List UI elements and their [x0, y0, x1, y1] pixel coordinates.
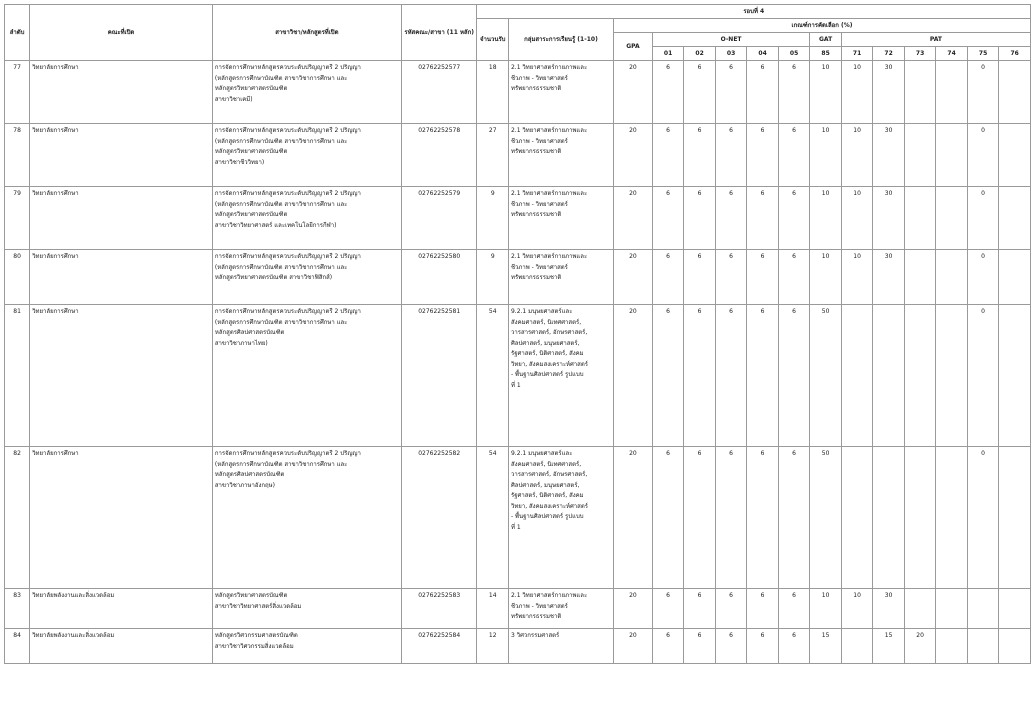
score-cell: 6 [652, 305, 684, 447]
score-cell: 6 [778, 447, 810, 589]
score-cell: 20 [613, 250, 652, 305]
subcol-header: 74 [936, 47, 968, 61]
score-cell [999, 124, 1031, 187]
score-cell: 6 [684, 447, 716, 589]
table-row [5, 61, 1031, 124]
score-cell: 6 [747, 61, 779, 124]
score-cell: 6 [778, 629, 810, 664]
score-cell: 6 [652, 61, 684, 124]
score-cell: 10 [810, 124, 842, 187]
score-cell [904, 589, 936, 629]
subcol-header: 76 [999, 47, 1031, 61]
faculty-cell: วิทยาลัยการศึกษา [30, 447, 213, 589]
score-cell [936, 589, 968, 629]
subcol-header: 71 [841, 47, 873, 61]
score-cell: 6 [778, 589, 810, 629]
score-cell [999, 305, 1031, 447]
score-cell: 6 [715, 447, 747, 589]
score-cell: 0 [967, 124, 999, 187]
program-cell: การจัดการศึกษาหลักสูตรควบระดับปริญญาตรี 2 ปริญญา (หลักสูตรการศึกษาบัณฑิต สาขาวิชาการศึกษา และ หลักสูตรวิทยาศาสตรบัณฑิต สาขาวิชาวิทยาศาสตร์ และเทคโนโลยีการกีฬา) [212, 187, 401, 250]
score-cell: 6 [684, 250, 716, 305]
score-cell [999, 250, 1031, 305]
program-cell: หลักสูตรวิศวกรรมศาสตรบัณฑิต สาขาวิชาวิศวกรรมสิ่งแวดล้อม [212, 629, 401, 664]
score-cell: 6 [747, 447, 779, 589]
row-index: 83 [5, 589, 30, 629]
col-header-faculty: คณะที่เปิด [30, 5, 213, 61]
faculty-cell: วิทยาลัยพลังงานและสิ่งแวดล้อม [30, 629, 213, 664]
code-cell: 02762252584 [401, 629, 477, 664]
score-cell [967, 629, 999, 664]
score-cell: 6 [684, 629, 716, 664]
group-cell: 9.2.1 มนุษยศาสตร์และ สังคมศาสตร์, นิเทศศาสตร์, วารสารศาสตร์, อักษรศาสตร์, ศิลปศาสตร์, มนุษยศาสตร์, รัฐศาสตร์, นิติศาสตร์, สังคม วิทยา, สังคมสงเคราะห์ศาสตร์ - พื้นฐานศิลปศาสตร์ รูปแบบ ที่ 1 [508, 305, 613, 447]
row-index: 81 [5, 305, 30, 447]
subcol-header: 75 [967, 47, 999, 61]
score-cell [999, 187, 1031, 250]
program-cell: การจัดการศึกษาหลักสูตรควบระดับปริญญาตรี 2 ปริญญา (หลักสูตรการศึกษาบัณฑิต สาขาวิชาการศึกษา และ หลักสูตรศิลปศาสตรบัณฑิต สาขาวิชาภาษาไทย) [212, 305, 401, 447]
code-cell: 02762252580 [401, 250, 477, 305]
score-cell: 6 [715, 629, 747, 664]
col-header-seats: จำนวนรับ [477, 19, 509, 61]
seats-cell: 9 [477, 187, 509, 250]
col-header-onet: O-NET [652, 33, 810, 47]
score-cell: 6 [652, 124, 684, 187]
score-cell [936, 124, 968, 187]
score-cell: 20 [613, 589, 652, 629]
subcol-header: 85 [810, 47, 842, 61]
faculty-cell: วิทยาลัยการศึกษา [30, 305, 213, 447]
subcol-header: 02 [684, 47, 716, 61]
col-header-gat: GAT [810, 33, 842, 47]
faculty-cell: วิทยาลัยการศึกษา [30, 61, 213, 124]
score-cell: 6 [684, 187, 716, 250]
code-cell: 02762252581 [401, 305, 477, 447]
seats-cell: 9 [477, 250, 509, 305]
group-cell: 2.1 วิทยาศาสตร์กายภาพและ ชีวภาพ - วิทยาศาสตร์ ทรัพยากรธรรมชาติ [508, 124, 613, 187]
score-cell: 10 [810, 187, 842, 250]
score-cell: 10 [810, 250, 842, 305]
faculty-cell: วิทยาลัยการศึกษา [30, 187, 213, 250]
score-cell: 6 [747, 124, 779, 187]
subcol-header: 04 [747, 47, 779, 61]
code-cell: 02762252583 [401, 589, 477, 629]
seats-cell: 27 [477, 124, 509, 187]
program-cell: หลักสูตรวิทยาศาสตรบัณฑิต สาขาวิชาวิทยาศาสตร์สิ่งแวดล้อม [212, 589, 401, 629]
score-cell [841, 447, 873, 589]
score-cell: 6 [684, 305, 716, 447]
subcol-header: 01 [652, 47, 684, 61]
col-header-code: รหัสคณะ/สาขา (11 หลัก) [401, 5, 477, 61]
table-row [5, 250, 1031, 305]
table-row [5, 187, 1031, 250]
score-cell: 6 [778, 187, 810, 250]
score-cell: 0 [967, 250, 999, 305]
score-cell: 50 [810, 447, 842, 589]
col-header-gpa: GPA [613, 33, 652, 61]
col-header-idx: ลำดับ [5, 5, 30, 61]
subcol-header: 72 [873, 47, 905, 61]
table-header [5, 5, 1031, 61]
score-cell: 0 [967, 447, 999, 589]
score-cell: 6 [715, 124, 747, 187]
score-cell [841, 629, 873, 664]
score-cell: 10 [841, 61, 873, 124]
seats-cell: 14 [477, 589, 509, 629]
score-cell: 20 [613, 187, 652, 250]
score-cell [967, 589, 999, 629]
group-cell: 2.1 วิทยาศาสตร์กายภาพและ ชีวภาพ - วิทยาศาสตร์ ทรัพยากรธรรมชาติ [508, 589, 613, 629]
score-cell: 6 [747, 629, 779, 664]
group-cell: 2.1 วิทยาศาสตร์กายภาพและ ชีวภาพ - วิทยาศาสตร์ ทรัพยากรธรรมชาติ [508, 250, 613, 305]
score-cell [999, 629, 1031, 664]
score-cell: 30 [873, 250, 905, 305]
score-cell: 6 [652, 629, 684, 664]
row-index: 82 [5, 447, 30, 589]
code-cell: 02762252579 [401, 187, 477, 250]
seats-cell: 54 [477, 305, 509, 447]
code-cell: 02762252578 [401, 124, 477, 187]
row-index: 78 [5, 124, 30, 187]
score-cell: 20 [613, 305, 652, 447]
col-header-pat: PAT [841, 33, 1030, 47]
score-cell: 0 [967, 187, 999, 250]
table-row [5, 124, 1031, 187]
score-cell: 6 [715, 61, 747, 124]
score-cell [904, 124, 936, 187]
score-cell [904, 187, 936, 250]
subcol-header: 73 [904, 47, 936, 61]
score-cell: 20 [613, 629, 652, 664]
row-index: 77 [5, 61, 30, 124]
faculty-cell: วิทยาลัยพลังงานและสิ่งแวดล้อม [30, 589, 213, 629]
program-cell: การจัดการศึกษาหลักสูตรควบระดับปริญญาตรี 2 ปริญญา (หลักสูตรการศึกษาบัณฑิต สาขาวิชาการศึกษา และ หลักสูตรวิทยาศาสตรบัณฑิต สาขาวิชาฟิสิกส์) [212, 250, 401, 305]
score-cell: 30 [873, 124, 905, 187]
score-cell: 10 [810, 589, 842, 629]
code-cell: 02762252577 [401, 61, 477, 124]
table-row [5, 305, 1031, 447]
score-cell: 6 [715, 187, 747, 250]
score-cell: 6 [778, 61, 810, 124]
score-cell [873, 305, 905, 447]
score-cell: 0 [967, 305, 999, 447]
score-cell: 6 [652, 589, 684, 629]
score-cell [936, 305, 968, 447]
table-row [5, 447, 1031, 589]
score-cell: 15 [873, 629, 905, 664]
score-cell [904, 305, 936, 447]
program-cell: การจัดการศึกษาหลักสูตรควบระดับปริญญาตรี 2 ปริญญา (หลักสูตรการศึกษาบัณฑิต สาขาวิชาการศึกษา และ หลักสูตรวิทยาศาสตรบัณฑิต สาขาวิชาเคมี) [212, 61, 401, 124]
score-cell: 20 [904, 629, 936, 664]
faculty-cell: วิทยาลัยการศึกษา [30, 250, 213, 305]
program-cell: การจัดการศึกษาหลักสูตรควบระดับปริญญาตรี 2 ปริญญา (หลักสูตรการศึกษาบัณฑิต สาขาวิชาการศึกษา และ หลักสูตรศิลปศาสตรบัณฑิต สาขาวิชาภาษาอังกฤษ) [212, 447, 401, 589]
score-cell: 10 [841, 250, 873, 305]
score-cell: 10 [841, 589, 873, 629]
score-cell: 6 [747, 305, 779, 447]
score-cell [936, 250, 968, 305]
score-cell: 6 [684, 61, 716, 124]
score-cell: 6 [778, 250, 810, 305]
table-body [5, 61, 1031, 664]
score-cell: 50 [810, 305, 842, 447]
score-cell: 10 [841, 124, 873, 187]
score-cell: 6 [778, 305, 810, 447]
score-cell: 20 [613, 447, 652, 589]
round-header: รอบที่ 4 [477, 5, 1031, 19]
program-cell: การจัดการศึกษาหลักสูตรควบระดับปริญญาตรี 2 ปริญญา (หลักสูตรการศึกษาบัณฑิต สาขาวิชาการศึกษา และ หลักสูตรวิทยาศาสตรบัณฑิต สาขาวิชาชีววิทยา) [212, 124, 401, 187]
group-cell: 9.2.1 มนุษยศาสตร์และ สังคมศาสตร์, นิเทศศาสตร์, วารสารศาสตร์, อักษรศาสตร์, ศิลปศาสตร์, มนุษยศาสตร์, รัฐศาสตร์, นิติศาสตร์, สังคม วิทยา, สังคมสงเคราะห์ศาสตร์ - พื้นฐานศิลปศาสตร์ รูปแบบ ที่ 1 [508, 447, 613, 589]
score-cell: 30 [873, 61, 905, 124]
row-index: 80 [5, 250, 30, 305]
row-index: 84 [5, 629, 30, 664]
score-cell [936, 187, 968, 250]
score-cell [936, 61, 968, 124]
group-cell: 2.1 วิทยาศาสตร์กายภาพและ ชีวภาพ - วิทยาศาสตร์ ทรัพยากรธรรมชาติ [508, 187, 613, 250]
score-cell [999, 61, 1031, 124]
score-cell [873, 447, 905, 589]
score-cell [904, 447, 936, 589]
code-cell: 02762252582 [401, 447, 477, 589]
col-header-group: กลุ่มสาระการเรียนรู้ (1-10) [508, 19, 613, 61]
score-cell: 6 [747, 589, 779, 629]
score-cell: 6 [778, 124, 810, 187]
score-cell: 20 [613, 61, 652, 124]
score-cell: 6 [652, 447, 684, 589]
table-row [5, 629, 1031, 664]
score-cell: 6 [652, 187, 684, 250]
score-cell [936, 629, 968, 664]
score-cell: 15 [810, 629, 842, 664]
score-cell: 6 [747, 250, 779, 305]
seats-cell: 18 [477, 61, 509, 124]
score-cell: 20 [613, 124, 652, 187]
score-cell [904, 250, 936, 305]
seats-cell: 54 [477, 447, 509, 589]
col-header-program: สาขาวิชา/หลักสูตรที่เปิด [212, 5, 401, 61]
score-cell: 6 [684, 124, 716, 187]
score-cell [841, 305, 873, 447]
score-cell: 6 [747, 187, 779, 250]
table-row [5, 589, 1031, 629]
score-cell [999, 589, 1031, 629]
row-index: 79 [5, 187, 30, 250]
score-cell [999, 447, 1031, 589]
group-cell: 3 วิศวกรรมศาสตร์ [508, 629, 613, 664]
score-cell [904, 61, 936, 124]
score-cell: 6 [715, 305, 747, 447]
score-cell: 30 [873, 589, 905, 629]
subcol-header: 03 [715, 47, 747, 61]
score-cell: 10 [841, 187, 873, 250]
score-cell: 6 [684, 589, 716, 629]
score-cell: 6 [715, 589, 747, 629]
score-cell: 6 [652, 250, 684, 305]
admission-criteria-table [4, 4, 1031, 664]
score-cell [936, 447, 968, 589]
group-cell: 2.1 วิทยาศาสตร์กายภาพและ ชีวภาพ - วิทยาศาสตร์ ทรัพยากรธรรมชาติ [508, 61, 613, 124]
score-cell: 0 [967, 61, 999, 124]
score-cell: 10 [810, 61, 842, 124]
criteria-header: เกณฑ์การคัดเลือก (%) [613, 19, 1030, 33]
score-cell: 30 [873, 187, 905, 250]
score-cell: 6 [715, 250, 747, 305]
faculty-cell: วิทยาลัยการศึกษา [30, 124, 213, 187]
subcol-header: 05 [778, 47, 810, 61]
seats-cell: 12 [477, 629, 509, 664]
